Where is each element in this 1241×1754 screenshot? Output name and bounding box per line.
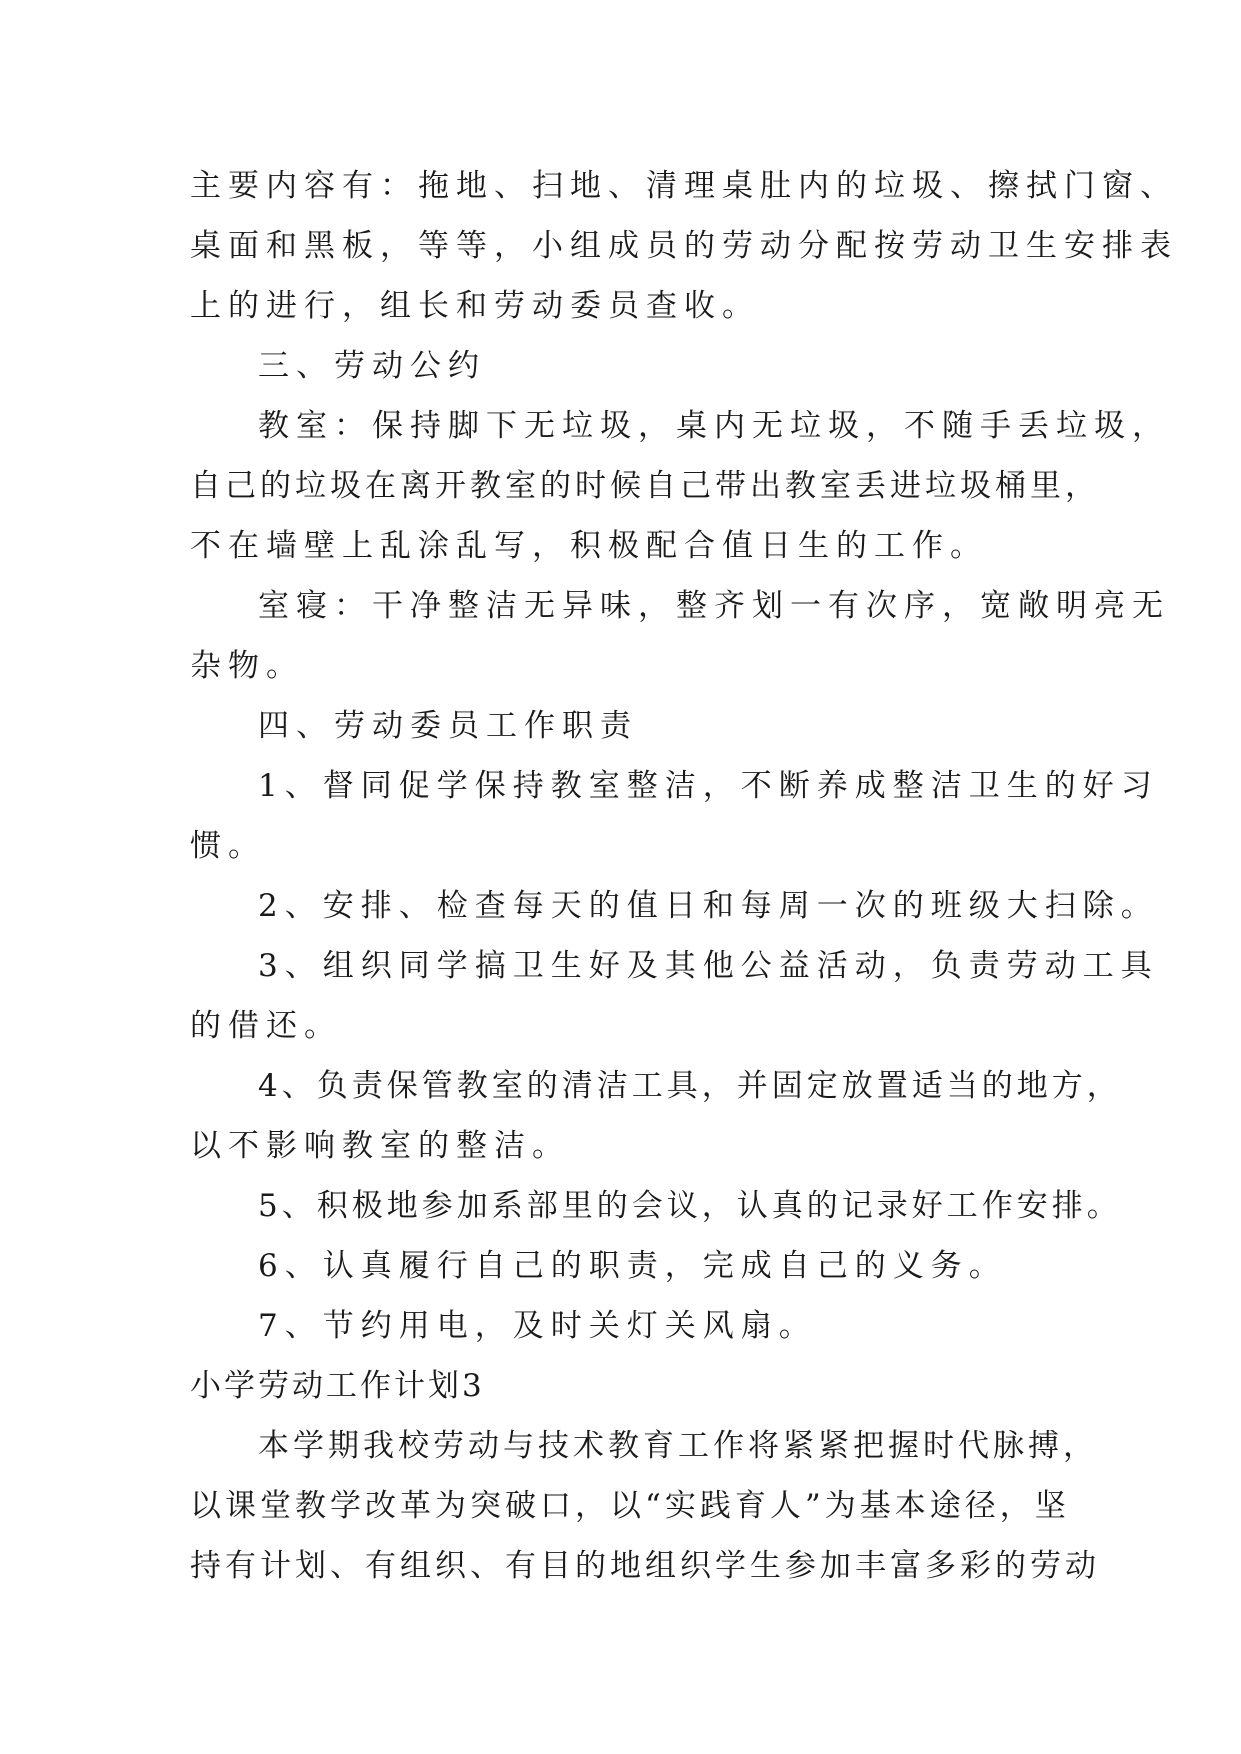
list-item: 6、认真履行自己的职责，完成自己的义务。 xyxy=(258,1248,1007,1284)
text-line: 不在墙壁上乱涂乱写，积极配合值日生的工作。 xyxy=(190,528,988,564)
text-line: 以课堂教学改革为突破口，以“实践育人”为基本途径，坚 xyxy=(190,1488,1070,1524)
list-item: 4、负责保管教室的清洁工具，并固定放置适当的地方， xyxy=(258,1068,1122,1104)
text-line: 主要内容有：拖地、扫地、清理桌肚内的垃圾、擦拭门窗、 xyxy=(190,168,1178,204)
list-item: 5、积极地参加系部里的会议，认真的记录好工作安排。 xyxy=(258,1188,1122,1224)
text-line: 自己的垃圾在离开教室的时候自己带出教室丢进垃圾桶里， xyxy=(190,468,1100,504)
text-line: 本学期我校劳动与技术教育工作将紧紧把握时代脉搏， xyxy=(258,1428,1098,1464)
text-line: 的借还。 xyxy=(190,1008,342,1044)
list-item: 2、安排、检查每天的值日和每周一次的班级大扫除。 xyxy=(258,888,1159,924)
document-body xyxy=(190,156,1178,1596)
plan-title: 小学劳动工作计划3 xyxy=(190,1368,485,1404)
list-item: 7、节约用电，及时关灯关风扇。 xyxy=(258,1308,817,1344)
list-item: 3、组织同学搞卫生好及其他公益活动，负责劳动工具 xyxy=(258,948,1159,984)
text-line: 桌面和黑板，等等，小组成员的劳动分配按劳动卫生安排表 xyxy=(190,228,1178,264)
section-heading: 三、劳动公约 xyxy=(258,348,486,384)
text-line: 持有计划、有组织、有目的地组织学生参加丰富多彩的劳动 xyxy=(190,1548,1100,1584)
text-line: 以不影响教室的整洁。 xyxy=(190,1128,570,1164)
text-line: 室寝：干净整洁无异味，整齐划一有次序，宽敞明亮无 xyxy=(258,588,1170,624)
list-item: 1、督同促学保持教室整洁，不断养成整洁卫生的好习 xyxy=(258,768,1159,804)
section-heading: 四、劳动委员工作职责 xyxy=(258,708,638,744)
text-line: 上的进行，组长和劳动委员查收。 xyxy=(190,288,760,324)
text-line: 教室：保持脚下无垃圾，桌内无垃圾，不随手丢垃圾， xyxy=(258,408,1170,444)
text-line: 杂物。 xyxy=(190,648,304,684)
text-line: 惯。 xyxy=(190,828,266,864)
